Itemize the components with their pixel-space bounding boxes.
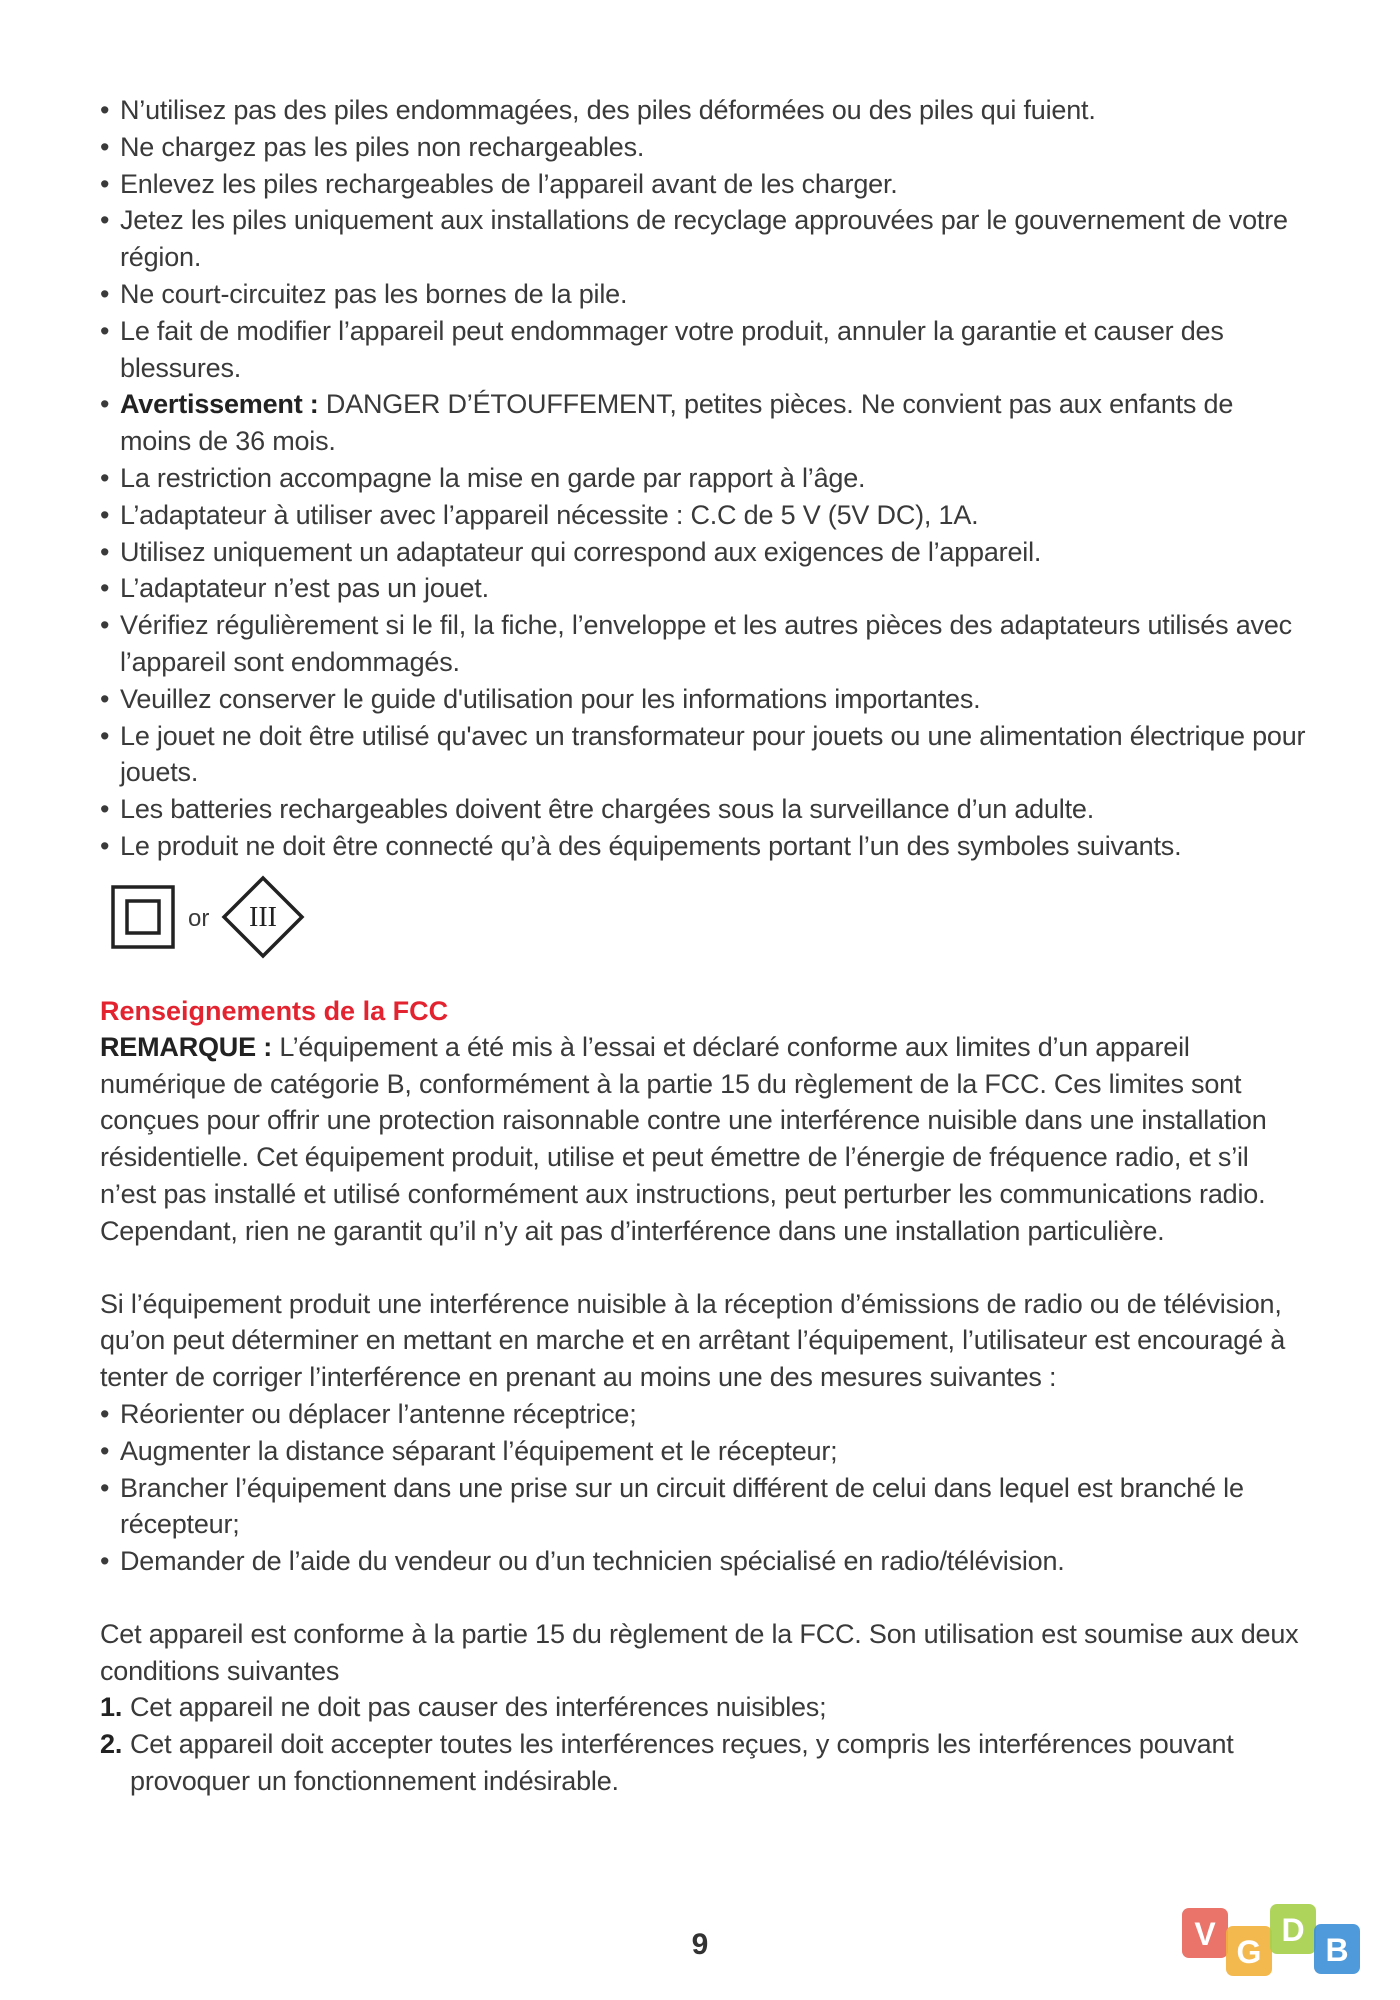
equipment-symbols (110, 877, 1310, 957)
list-item: • Ne court-circuitez pas les bornes de la pile. (100, 276, 1310, 313)
list-item: • N’utilisez pas des piles endommagées, des piles déformées ou des piles qui fuient. (100, 92, 1310, 129)
remark-label: REMARQUE : (100, 1031, 272, 1062)
list-item: • Le jouet ne doit être utilisé qu'avec un transformateur pour jouets ou une alimentation électrique pour jouets. (100, 718, 1310, 792)
list-item: • Enlevez les piles rechargeables de l’appareil avant de les charger. (100, 166, 1310, 203)
list-item: • La restriction accompagne la mise en garde par rapport à l’âge. (100, 460, 1310, 497)
manual-page (100, 92, 1310, 1800)
list-item (100, 1726, 1310, 1800)
warning-label: Avertissement : (120, 389, 319, 420)
condition-text: Cet appareil doit accepter toutes les interférences reçues, y compris les interférences pouvant provoquer un fonctionnement indésirable. (130, 1729, 1234, 1797)
list-item (100, 1689, 1310, 1726)
svg-text:G: G (1236, 1934, 1262, 1970)
fcc-remark (100, 1029, 1310, 1250)
logo-tile (1182, 1908, 1228, 1958)
list-item: • Ne chargez pas les piles non rechargeables. (100, 129, 1310, 166)
list-item: • Demander de l’aide du vendeur ou d’un technicien spécialisé en radio/télévision. (100, 1543, 1310, 1580)
compliance-paragraph: Cet appareil est conforme à la partie 15 du règlement de la FCC. Son utilisation est soumise aux deux conditions suivantes (100, 1618, 1299, 1686)
list-item: • Veuillez conserver le guide d'utilisation pour les informations importantes. (100, 681, 1310, 718)
list-item: • Utilisez uniquement un adaptateur qui correspond aux exigences de l’appareil. (100, 534, 1310, 571)
condition-number: 1. (100, 1692, 123, 1723)
remark-text: L’équipement a été mis à l’essai et déclaré conforme aux limites d’un appareil numérique de catégorie B, conformément à la partie 15 du règlement de la FCC. Ces limites sont conçues pour offrir une protection raisonnable contre une interférence nuisible dans une installation résidentielle. Cet équipement produit, utilise et peut émettre de l’énergie de fréquence radio, et s’il n’est pas installé et utilisé conformément aux instructions, peut perturber les communications radio. Cependant, rien ne garantit qu’il n’y ait pas d’interférence dans une installation particulière. (100, 1031, 1267, 1246)
list-item: • L’adaptateur n’est pas un jouet. (100, 570, 1310, 607)
fcc-heading: Renseignements de la FCC (100, 995, 449, 1026)
condition-text: Cet appareil ne doit pas causer des interférences nuisibles; (130, 1692, 827, 1723)
list-item: • Vérifiez régulièrement si le fil, la fiche, l’enveloppe et les autres pièces des adaptateurs utilisés avec l’appareil sont endommagés. (100, 607, 1310, 681)
class-iii-icon (221, 875, 305, 959)
interference-paragraph: Si l’équipement produit une interférence nuisible à la réception d’émissions de radio ou de télévision, qu’on peut déterminer en mettant en marche et en arrêtant l’équipement, l’utilisateur est encouragé à tenter de corriger l’interférence en prenant au moins une des mesures suivantes : (100, 1288, 1286, 1393)
svg-text:B: B (1325, 1932, 1349, 1968)
measures-list (100, 1396, 1310, 1580)
double-insulation-icon (110, 884, 176, 950)
page-number: 9 (691, 1928, 709, 1961)
condition-number: 2. (100, 1729, 123, 1760)
list-item: • Le fait de modifier l’appareil peut endommager votre produit, annuler la garantie et causer des blessures. (100, 313, 1310, 387)
list-item: • Brancher l’équipement dans une prise sur un circuit différent de celui dans lequel est branché le récepteur; (100, 1470, 1310, 1544)
list-item: • L’adaptateur à utiliser avec l’appareil nécessite : C.C de 5 V (5V DC), 1A. (100, 497, 1310, 534)
warning-text: DANGER D’ÉTOUFFEMENT, petites pièces. Ne convient pas aux enfants de moins de 36 mois. (120, 389, 1234, 457)
vgdb-logo-icon (1180, 1900, 1380, 1985)
safety-list (100, 92, 1310, 865)
svg-text:V: V (1194, 1916, 1216, 1952)
list-item: • Réorienter ou déplacer l’antenne réceptrice; (100, 1396, 1310, 1433)
list-item: • Augmenter la distance séparant l’équipement et le récepteur; (100, 1433, 1310, 1470)
logo-tile (1226, 1926, 1272, 1976)
warning-item (100, 386, 1310, 460)
class-iii-text: III (249, 901, 278, 933)
svg-text:D: D (1281, 1912, 1305, 1948)
logo-tile (1270, 1904, 1316, 1954)
list-item: • Jetez les piles uniquement aux installations de recyclage approuvées par le gouvernement de votre région. (100, 202, 1310, 276)
list-item: • Les batteries rechargeables doivent être chargées sous la surveillance d’un adulte. (100, 791, 1310, 828)
list-item: • Le produit ne doit être connecté qu’à des équipements portant l’un des symboles suivants. (100, 828, 1310, 865)
conditions-list (100, 1689, 1310, 1799)
logo-tile (1314, 1924, 1360, 1974)
symbol-separator: or (188, 904, 210, 932)
